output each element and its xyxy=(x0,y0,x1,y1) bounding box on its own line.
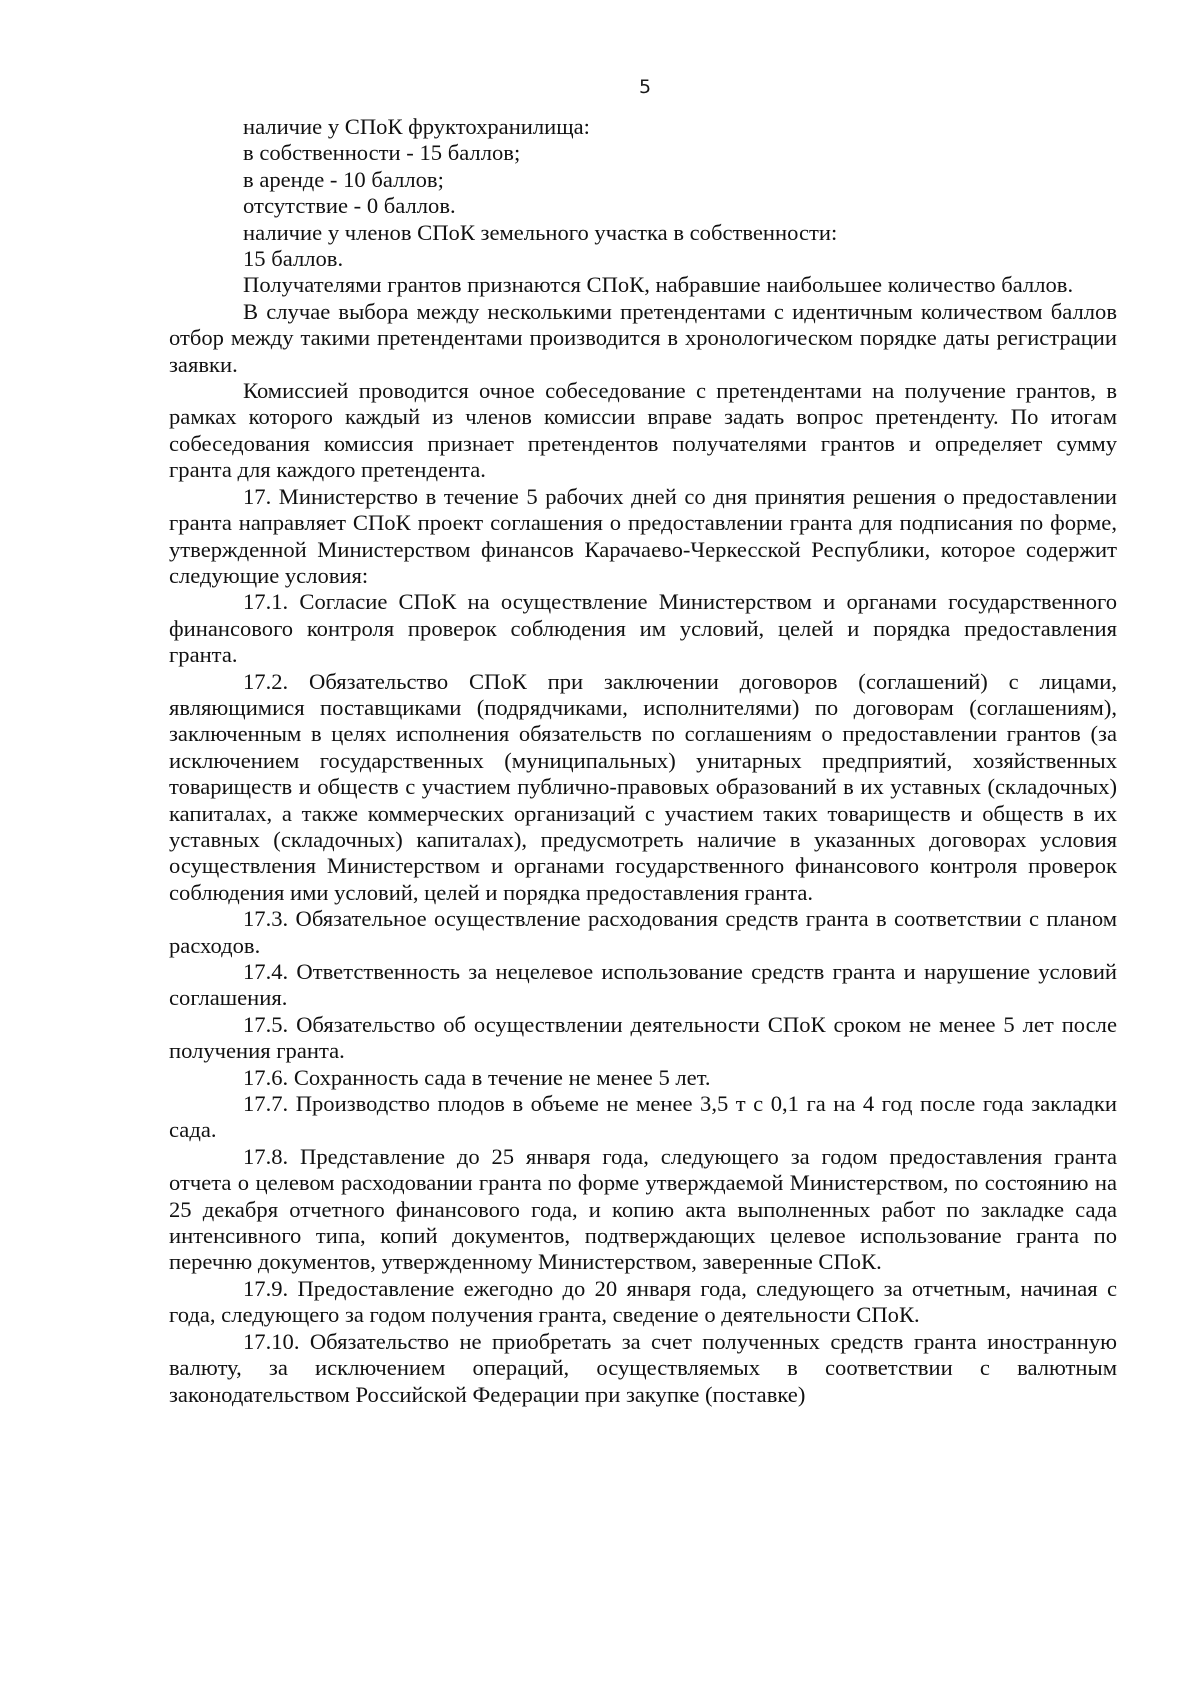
paragraph-clause-17-5: 17.5. Обязательство об осуществлении деятельности СПоК сроком не менее 5 лет после получения гранта. xyxy=(169,1011,1117,1064)
page-number: 5 xyxy=(638,76,652,98)
paragraph-clause-17-1: 17.1. Согласие СПоК на осуществление Министерством и органами государственного финансового контроля проверок соблюдения им условий, целей и порядка предоставления гранта. xyxy=(169,589,1117,668)
paragraph-leased: в аренде - 10 баллов; xyxy=(243,166,444,192)
paragraph-fruit-storage: наличие у СПоК фруктохранилища: xyxy=(243,114,590,139)
paragraph-clause-17-7: 17.7. Производство плодов в объеме не менее 3,5 т с 0,1 га на 4 год после года закладки сада. xyxy=(169,1091,1117,1143)
paragraph-owned: в собственности - 15 баллов; xyxy=(243,140,521,166)
paragraph-clause-17-10: 17.10. Обязательство не приобретать за счет полученных средств гранта иностранную валюту, за исключением операций, осуществляемых в соответствии с валютным законодательством Российской Федерации при закупке (поставке) xyxy=(169,1328,1117,1407)
paragraph-tie-break: В случае выбора между несколькими претендентами с идентичным количеством баллов отбор между такими претендентами производится в хронологическом порядке даты регистрации заявки. xyxy=(169,298,1117,377)
paragraph-clause-17-6: 17.6. Сохранность сада в течение не менее 5 лет. xyxy=(243,1064,711,1090)
paragraph-interview: Комиссией проводится очное собеседование с претендентами на получение грантов, в рамках которого каждый из членов комиссии вправе задать вопрос претенденту. По итогам собеседования комиссия признает претендентов получателями грантов и определяет сумму гранта для каждого претендента. xyxy=(169,378,1117,483)
paragraph-land-plot: наличие у членов СПоК земельного участка в собственности: xyxy=(243,219,838,245)
paragraph-clause-17-4: 17.4. Ответственность за нецелевое использование средств гранта и нарушение условий соглашения. xyxy=(169,959,1117,1011)
paragraph-clause-17-2: 17.2. Обязательство СПоК при заключении договоров (соглашений) с лицами, являющимися поставщиками (подрядчиками, исполнителями) по договорам (соглашениям), заключенным в целях исполнения обязательств по соглашениям о предоставлении грантов (за исключением государственных (муниципальных) унитарных предприятий, хозяйственных товариществ и обществ с участием публично-правовых образований в их уставных (складочных) капиталах, а также коммерческих организаций с участием таких товариществ и обществ в их уставных (складочных) капиталах), предусмотреть наличие в указанных договорах условия осуществления Министерством и органами государственного финансового контроля проверок соблюдения ими условий, целей и порядка предоставления гранта. xyxy=(169,668,1117,905)
paragraph-absent: отсутствие - 0 баллов. xyxy=(243,193,456,219)
document-body xyxy=(169,114,1117,1408)
paragraph-clause-17-9: 17.9. Предоставление ежегодно до 20 января года, следующего за отчетным, начиная с года, следующего за годом получения гранта, сведение о деятельности СПоК. xyxy=(169,1275,1117,1328)
paragraph-clause-17: 17. Министерство в течение 5 рабочих дней со дня принятия решения о предоставлении гранта направляет СПоК проект соглашения о предоставлении гранта для подписания по форме, утвержденной Министерством финансов Карачаево-Черкесской Республики, которое содержит следующие условия: xyxy=(169,483,1117,588)
paragraph-land-points: 15 баллов. xyxy=(243,246,344,272)
paragraph-clause-17-8: 17.8. Представление до 25 января года, следующего за годом предоставления гранта отчета о целевом расходовании гранта по форме утверждаемой Министерством, по состоянию на 25 декабря отчетного финансового года, и копию акта выполненных работ по закладке сада интенсивного типа, копий документов, подтверждающих целевое использование гранта по перечню документов, утвержденному Министерством, заверенные СПоК. xyxy=(169,1143,1117,1275)
paragraph-grant-recipients: Получателями грантов признаются СПоК, набравшие наибольшее количество баллов. xyxy=(243,272,1074,298)
paragraph-clause-17-3: 17.3. Обязательное осуществление расходования средств гранта в соответствии с планом расходов. xyxy=(169,906,1117,958)
